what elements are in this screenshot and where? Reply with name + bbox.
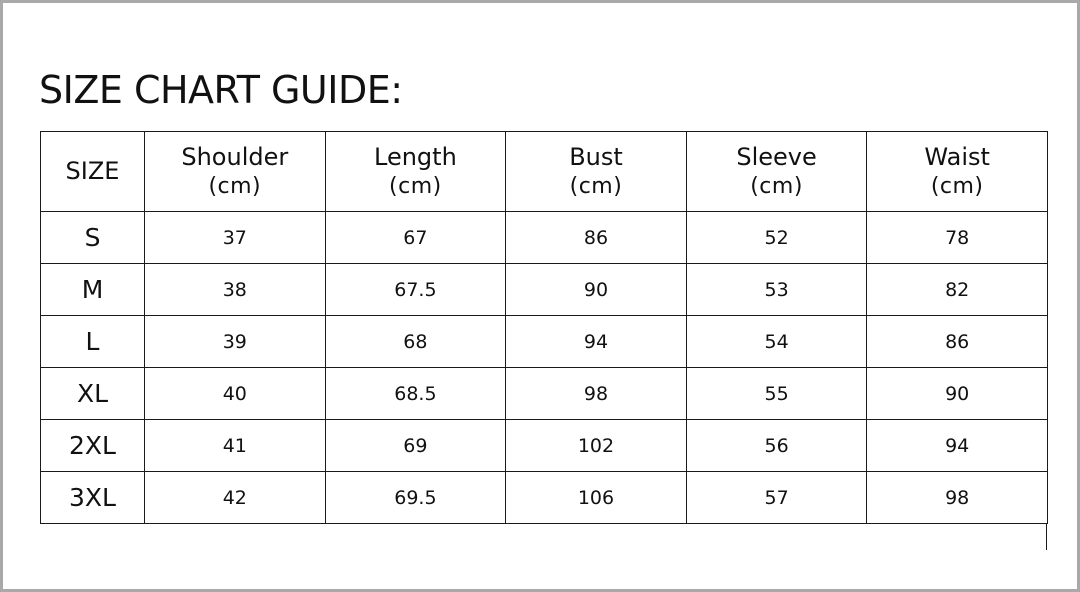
header-label: Waist	[924, 142, 990, 171]
sleeve-cell: 55	[686, 368, 867, 420]
shoulder-cell: 40	[145, 368, 326, 420]
table-row	[41, 368, 1048, 420]
shoulder-cell: 38	[145, 264, 326, 316]
size-cell: L	[41, 316, 145, 368]
sleeve-cell: 54	[686, 316, 867, 368]
bust-cell: 102	[506, 420, 687, 472]
bust-cell: 86	[506, 212, 687, 264]
waist-cell: 86	[867, 316, 1048, 368]
table-row	[41, 264, 1048, 316]
header-size: SIZE	[41, 132, 145, 212]
size-cell: XL	[41, 368, 145, 420]
bust-cell: 94	[506, 316, 687, 368]
waist-cell: 98	[867, 472, 1048, 524]
bust-cell: 90	[506, 264, 687, 316]
header-length	[325, 132, 506, 212]
length-cell: 67	[325, 212, 506, 264]
table-row	[41, 420, 1048, 472]
size-cell: S	[41, 212, 145, 264]
length-cell: 69.5	[325, 472, 506, 524]
sleeve-cell: 53	[686, 264, 867, 316]
length-cell: 67.5	[325, 264, 506, 316]
sleeve-cell: 52	[686, 212, 867, 264]
header-label: Shoulder	[181, 142, 289, 171]
header-unit: (cm)	[208, 173, 262, 199]
header-label: Length	[374, 142, 457, 171]
waist-cell: 90	[867, 368, 1048, 420]
length-cell: 68	[325, 316, 506, 368]
shoulder-cell: 39	[145, 316, 326, 368]
header-unit: (cm)	[750, 173, 803, 199]
table-row	[41, 472, 1048, 524]
bust-cell: 98	[506, 368, 687, 420]
shoulder-cell: 37	[145, 212, 326, 264]
page-title: SIZE CHART GUIDE:	[39, 68, 403, 112]
size-chart-table	[40, 131, 1048, 524]
header-unit: (cm)	[930, 173, 984, 199]
table-edge-line	[1046, 523, 1047, 550]
size-cell: M	[41, 264, 145, 316]
header-waist	[867, 132, 1048, 212]
table-body	[41, 212, 1048, 524]
size-cell: 2XL	[41, 420, 145, 472]
length-cell: 69	[325, 420, 506, 472]
shoulder-cell: 42	[145, 472, 326, 524]
header-row	[41, 132, 1048, 212]
header-bust	[506, 132, 687, 212]
header-unit: (cm)	[569, 173, 623, 199]
sleeve-cell: 57	[686, 472, 867, 524]
waist-cell: 82	[867, 264, 1048, 316]
sleeve-cell: 56	[686, 420, 867, 472]
table-row	[41, 212, 1048, 264]
table-row	[41, 316, 1048, 368]
size-cell: 3XL	[41, 472, 145, 524]
waist-cell: 94	[867, 420, 1048, 472]
header-unit: (cm)	[389, 173, 442, 199]
header-shoulder	[145, 132, 326, 212]
waist-cell: 78	[867, 212, 1048, 264]
header-label: Sleeve	[736, 142, 817, 171]
table-header	[41, 132, 1048, 212]
header-sleeve	[686, 132, 867, 212]
shoulder-cell: 41	[145, 420, 326, 472]
length-cell: 68.5	[325, 368, 506, 420]
header-label: Bust	[569, 142, 623, 171]
bust-cell: 106	[506, 472, 687, 524]
